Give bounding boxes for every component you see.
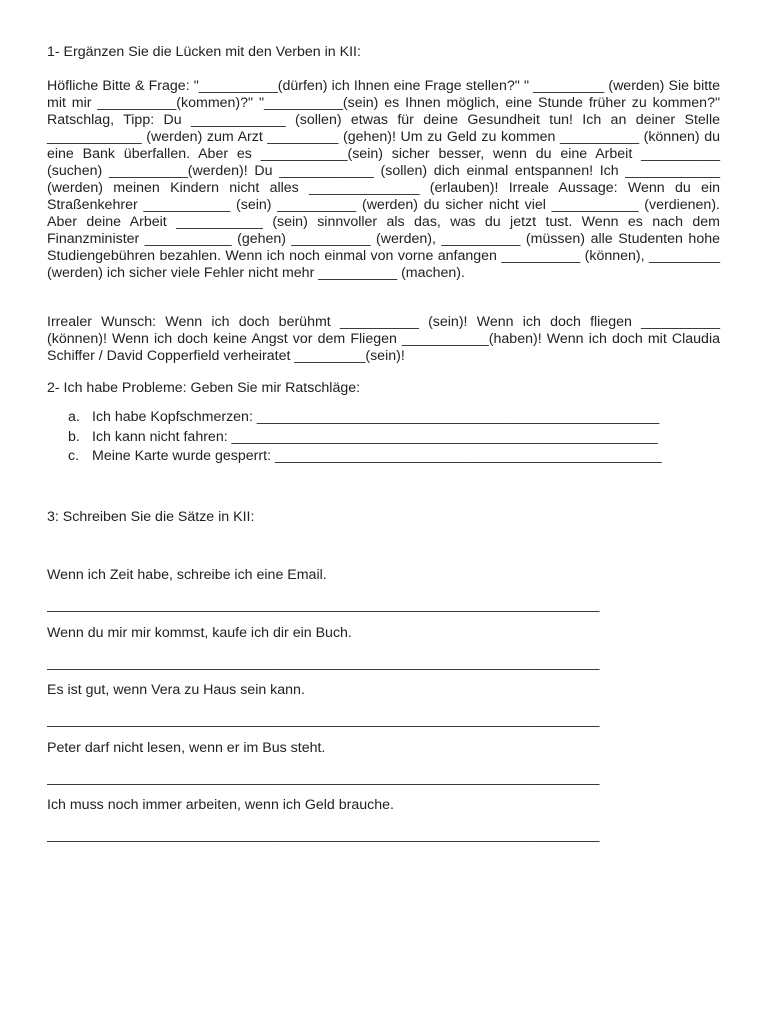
advice-list [68, 408, 728, 467]
list-item-text: Meine Karte wurde gesperrt: _________________________________________________ [92, 448, 662, 464]
list-item [68, 428, 728, 448]
section1-heading: 1- Ergänzen Sie die Lücken mit den Verben in KII: [47, 44, 361, 60]
list-item [68, 447, 728, 467]
answer-line: ______________________________________________________________________ [47, 712, 600, 728]
answer-line: ______________________________________________________________________ [47, 827, 600, 843]
exercise-sentence: Ich muss noch immer arbeiten, wenn ich Geld brauche. [47, 797, 394, 813]
list-item-text: Ich kann nicht fahren: ______________________________________________________ [92, 428, 658, 445]
exercise-sentence: Wenn du mir mir kommst, kaufe ich dir ein Buch. [47, 625, 352, 641]
section2-heading: 2- Ich habe Probleme: Geben Sie mir Ratschläge: [47, 380, 361, 396]
list-item-text: Ich habe Kopfschmerzen: ___________________________________________________ [92, 409, 660, 425]
list-marker: b. [68, 428, 80, 445]
answer-line: ______________________________________________________________________ [47, 655, 600, 671]
section1-paragraph: Höfliche Bitte & Frage: "__________(dürfen) ich Ihnen eine Frage stellen?" " _________ (werden) Sie bitte mit mir __________(kommen)?" "__________(sein) es Ihnen möglich, eine Stunde früher zu kommen?" Ratschlag, Tipp: Du ____________ (sollen) etwas für deine Gesundheit tun! Ich an deiner Stelle ____________ (werden) zum Arzt _________ (gehen)! Um zu Geld zu kommen __________ (können) du eine Bank überfallen. Aber es ___________(sein) sicher besser, wenn du eine Arbeit __________ (suchen) __________(werden)! Du ____________ (sollen) dich einmal entspannen! Ich ____________ (werden) meinen Kindern nicht alles ______________ (erlauben)! Irreale Aussage: Wenn du ein Straßenkehrer ___________ (sein) __________ (werden) du sicher nicht viel ___________ (verdienen). Aber deine Arbeit ___________ (sein) sinnvoller als das, was du jetzt tust. Wenn es nach dem Finanzminister ___________ (gehen) __________ (werden), __________ (müssen) alle Studenten hohe Studiengebühren bezahlen. Wenn ich noch einmal von vorne anfangen __________ (können), _________ (werden) ich sicher viele Fehler nicht mehr __________ (machen). [47, 78, 720, 281]
list-marker: a. [68, 409, 80, 425]
exercise-sentence: Es ist gut, wenn Vera zu Haus sein kann. [47, 682, 305, 698]
section3-heading: 3: Schreiben Sie die Sätze in KII: [47, 509, 255, 525]
exercise-sentence: Wenn ich Zeit habe, schreibe ich eine Email. [47, 567, 327, 583]
section1-wish-paragraph: Irrealer Wunsch: Wenn ich doch berühmt __________ (sein)! Wenn ich doch fliegen __________ (können)! Wenn ich doch keine Angst vor dem Fliegen ___________(haben)! Wenn ich doch mit Claudia Schiffer / David Copperfield verheiratet _________(sein)! [47, 314, 720, 364]
answer-line: ______________________________________________________________________ [47, 597, 600, 613]
answer-line: ______________________________________________________________________ [47, 770, 600, 786]
list-item [68, 408, 728, 428]
list-marker: c. [68, 448, 80, 464]
exercise-sentence: Peter darf nicht lesen, wenn er im Bus steht. [47, 740, 326, 756]
